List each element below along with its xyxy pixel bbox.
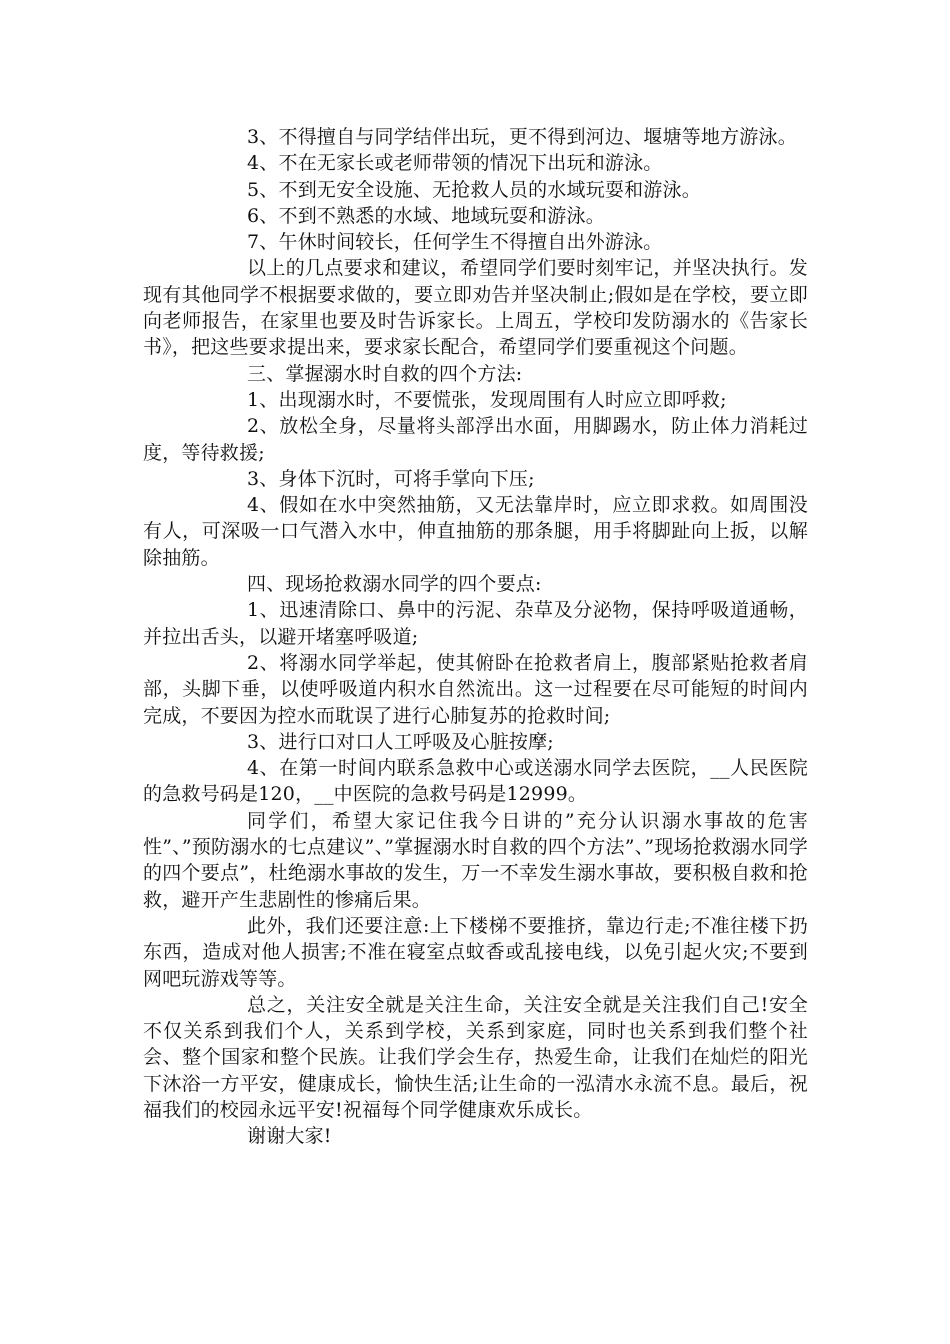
paragraph-self-rescue-2: 2、放松全身，尽量将头部浮出水面，用脚踢水，防止体力消耗过度，等待救援; xyxy=(143,415,808,464)
paragraph-rule-4: 4、不在无家长或老师带领的情况下出玩和游泳。 xyxy=(247,152,663,175)
paragraph-recap: 同学们，希望大家记住我今日讲的”充分认识溺水事故的危害性”、”预防溺水的七点建议”、”掌握溺水时自救的四个方法”、”现场抢救溺水同学的四个要点”，杜绝溺水事故的发生，万一不幸发生溺水事故，要积极自救和抢救，避开产生悲剧性的惨痛后果。 xyxy=(143,809,808,911)
paragraph-rule-7: 7、午休时间较长，任何学生不得擅自出外游泳。 xyxy=(247,231,663,254)
paragraph-self-rescue-3: 3、身体下沉时，可将手掌向下压; xyxy=(247,467,535,490)
paragraph-on-site-rescue-4: 4、在第一时间内联系急救中心或送溺水同学去医院，__人民医院的急救号码是120，__中医院的急救号码是12999。 xyxy=(143,757,808,806)
paragraph-additional-notes: 此外，我们还要注意:上下楼梯不要推挤，靠边行走;不准往楼下扔东西，造成对他人损害;不准在寝室点蚊香或乱接电线，以免引起火灾;不要到网吧玩游戏等等。 xyxy=(143,914,808,990)
paragraph-requirements-summary: 以上的几点要求和建议，希望同学们要时刻牢记，并坚决执行。发现有其他同学不根据要求做的，要立即劝告并坚决制止;假如是在学校，要立即向老师报告，在家里也要及时告诉家长。上周五，学校印发防溺水的《告家长书》，把这些要求提出来，要求家长配合，希望同学们要重视这个问题。 xyxy=(143,257,808,359)
paragraph-rule-3: 3、不得擅自与同学结伴出玩，更不得到河边、堰塘等地方游泳。 xyxy=(247,126,797,148)
paragraph-on-site-rescue-1: 1、迅速清除口、鼻中的污泥、杂草及分泌物，保持呼吸道通畅，并拉出舌头，以避开堵塞呼吸道; xyxy=(143,599,808,648)
paragraph-self-rescue-1: 1、出现溺水时，不要慌张，发现周围有人时应立即呼救; xyxy=(247,388,727,411)
paragraph-rule-6: 6、不到不熟悉的水域、地域玩耍和游泳。 xyxy=(247,204,605,227)
section-heading-self-rescue: 三、掌握溺水时自救的四个方法: xyxy=(247,362,523,385)
paragraph-on-site-rescue-2: 2、将溺水同学举起，使其俯卧在抢救者肩上，腹部紧贴抢救者肩部，头脚下垂，以使呼吸道内积水自然流出。这一过程要在尽可能短的时间内完成，不要因为控水而耽误了进行心肺复苏的抢救时间; xyxy=(143,651,808,727)
paragraph-thanks: 谢谢大家! xyxy=(247,1125,332,1148)
paragraph-conclusion: 总之，关注安全就是关注生命，关注安全就是关注我们自己!安全不仅关系到我们个人，关系到学校，关系到家庭，同时也关系到我们整个社会、整个国家和整个民族。让我们学会生存，热爱生命，让我们在灿烂的阳光下沐浴一方平安，健康成长，愉快生活;让生命的一泓清水永流不息。最后，祝福我们的校园永远平安!祝福每个同学健康欢乐成长。 xyxy=(143,993,808,1121)
paragraph-on-site-rescue-3: 3、进行口对口人工呼吸及心脏按摩; xyxy=(247,730,554,753)
paragraph-self-rescue-4: 4、假如在水中突然抽筋，又无法靠岸时，应立即求救。如周围没有人，可深吸一口气潜入水中，伸直抽筋的那条腿，用手将脚趾向上扳，以解除抽筋。 xyxy=(143,494,808,569)
paragraph-rule-5: 5、不到无安全设施、无抢救人员的水域玩耍和游泳。 xyxy=(247,178,701,201)
document-body xyxy=(143,124,808,1150)
section-heading-on-site-rescue: 四、现场抢救溺水同学的四个要点: xyxy=(247,573,542,596)
